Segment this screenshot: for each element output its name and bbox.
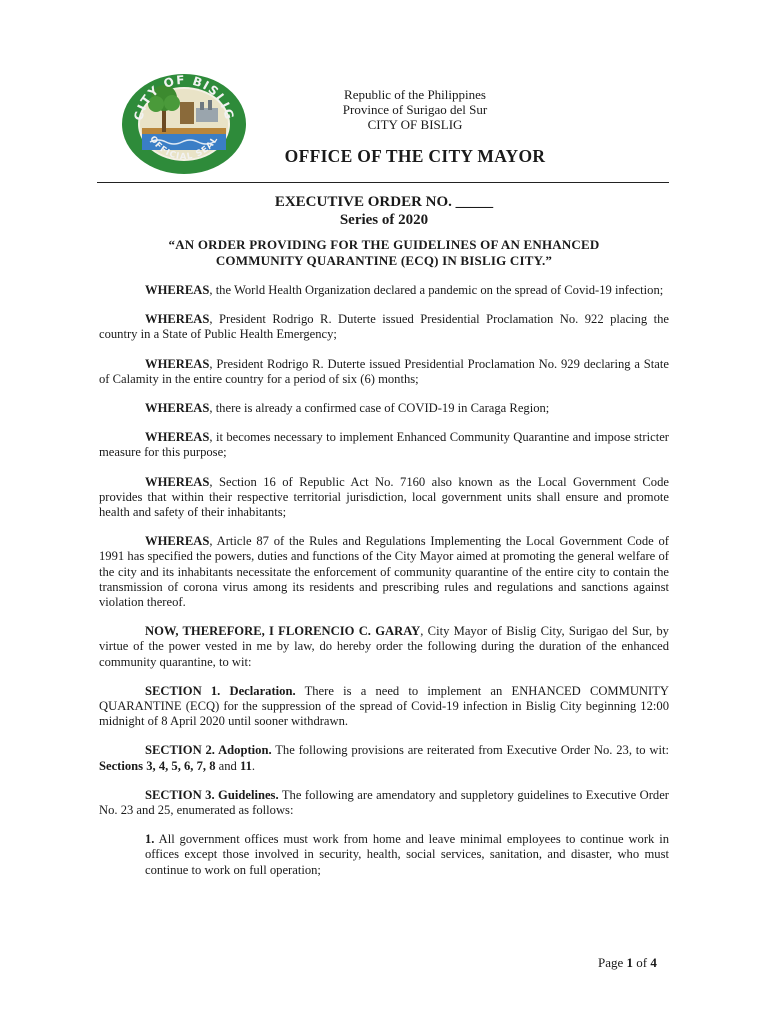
order-number: EXECUTIVE ORDER NO. _____ <box>274 194 494 210</box>
paragraph-lead: WHEREAS <box>145 474 210 489</box>
whereas-paragraph <box>99 283 669 298</box>
section-2 <box>99 743 669 773</box>
paragraph-lead: WHEREAS <box>145 312 210 327</box>
paragraph-lead: WHEREAS <box>145 534 210 549</box>
now-therefore-paragraph <box>99 624 669 670</box>
order-series: Series of 2020 <box>339 212 429 228</box>
section-text: The following are amendatory and suppletory guidelines to Executive Order No. 23 and 25, enumerated as follows: <box>99 787 669 818</box>
page-footer <box>598 955 657 971</box>
page-word: Page <box>598 955 624 970</box>
section-heading: SECTION 2. Adoption. <box>145 743 272 758</box>
paragraph-text: , City Mayor of Bislig City, Surigao del Sur, by virtue of the power vested in me by law, do hereby order the following during the duration of the enhanced community quarantine, to wit: <box>99 624 669 669</box>
order-body <box>99 283 669 878</box>
section-3 <box>99 788 669 818</box>
paragraph-text: , Article 87 of the Rules and Regulations Implementing the Local Government Code of 1991 has specified the powers, duties and functions of the City Mayor aimed at promoting the general welfare of the city and its inhabitants necessitate the enforcement of community quarantine of the entire city to contain the transmission of corona virus among its residents and prescribing rules and regulations and sanctions against violation thereof. <box>99 534 669 610</box>
section-list-bold: Sections 3, 4, 5, 6, 7, 8 <box>99 758 216 773</box>
letterhead <box>300 87 530 132</box>
section-end: . <box>251 758 256 773</box>
paragraph-lead: WHEREAS <box>145 401 210 416</box>
guideline-item-1 <box>99 832 669 878</box>
whereas-paragraph <box>99 475 669 521</box>
total-pages: 4 <box>650 955 657 970</box>
paragraph-text: , it becomes necessary to implement Enhanced Community Quarantine and impose stricter measure for this purpose; <box>99 430 669 460</box>
paragraph-text: , President Rodrigo R. Duterte issued Presidential Proclamation No. 922 placing the country in a State of Public Health Emergency; <box>99 312 669 342</box>
seal-bottom-text: OFFICIAL SEAL <box>147 134 221 163</box>
section-heading: SECTION 3. Guidelines. <box>145 787 279 802</box>
letterhead-line-city: CITY OF BISLIG <box>367 117 463 132</box>
paragraph-lead: WHEREAS <box>145 430 210 445</box>
of-word: of <box>636 955 648 970</box>
letterhead-line-province: Province of Surigao del Sur <box>342 102 488 117</box>
paragraph-text: , there is already a confirmed case of COVID-19 in Caraga Region; <box>209 401 550 416</box>
section-heading: SECTION 1. Declaration. <box>145 683 296 698</box>
office-title: OFFICE OF THE CITY MAYOR <box>284 146 546 166</box>
paragraph-text: , Section 16 of Republic Act No. 7160 also known as the Local Government Code provides that within their respective territorial jurisdiction, local government units shall ensure and promote health and safety of their inhabitants; <box>99 474 669 520</box>
paragraph-lead: WHEREAS <box>145 283 210 297</box>
item-number: 1. <box>145 832 155 847</box>
current-page: 1 <box>626 955 634 970</box>
order-caption-line-2: COMMUNITY QUARANTINE (ECQ) IN BISLIG CITY.” <box>215 252 553 268</box>
whereas-paragraph <box>99 534 669 610</box>
paragraph-text: , the World Health Organization declared a pandemic on the spread of Covid-19 infection; <box>209 283 664 297</box>
order-caption-line-1: “AN ORDER PROVIDING FOR THE GUIDELINES OF AN ENHANCED <box>168 237 600 252</box>
seal-top-text: CITY OF BISLIG <box>131 72 237 122</box>
header-divider <box>97 182 669 183</box>
section-text: The following provisions are reiterated from Executive Order No. 23, to wit: <box>271 743 670 758</box>
whereas-paragraph <box>99 357 669 387</box>
section-and: and <box>215 758 240 773</box>
item-text: All government offices must work from home and leave minimal employees to continue work in offices except those involved in security, health, social services, sanitation, and disaster, who must continue to work on full operation; <box>145 832 669 877</box>
paragraph-lead: NOW, THEREFORE, I FLORENCIO C. GARAY <box>145 624 421 639</box>
paragraph-lead: WHEREAS <box>145 356 210 371</box>
section-1 <box>99 684 669 730</box>
order-caption <box>120 237 648 268</box>
order-title-block <box>200 193 568 229</box>
whereas-paragraph <box>99 401 669 416</box>
whereas-paragraph <box>99 312 669 342</box>
paragraph-text: , President Rodrigo R. Duterte issued Presidential Proclamation No. 929 declaring a State of Calamity in the entire country for a period of six (6) months; <box>99 356 669 386</box>
letterhead-line-republic: Republic of the Philippines <box>344 87 486 102</box>
city-seal-logo <box>120 72 248 176</box>
section-last-number: 11 <box>239 758 252 773</box>
whereas-paragraph <box>99 430 669 460</box>
section-text: There is a need to implement an ENHANCED COMMUNITY QUARANTINE (ECQ) for the suppression of the spread of Covid-19 infection in Bislig City beginning 12:00 midnight of 8 April 2020 until sooner withdrawn. <box>99 683 670 729</box>
